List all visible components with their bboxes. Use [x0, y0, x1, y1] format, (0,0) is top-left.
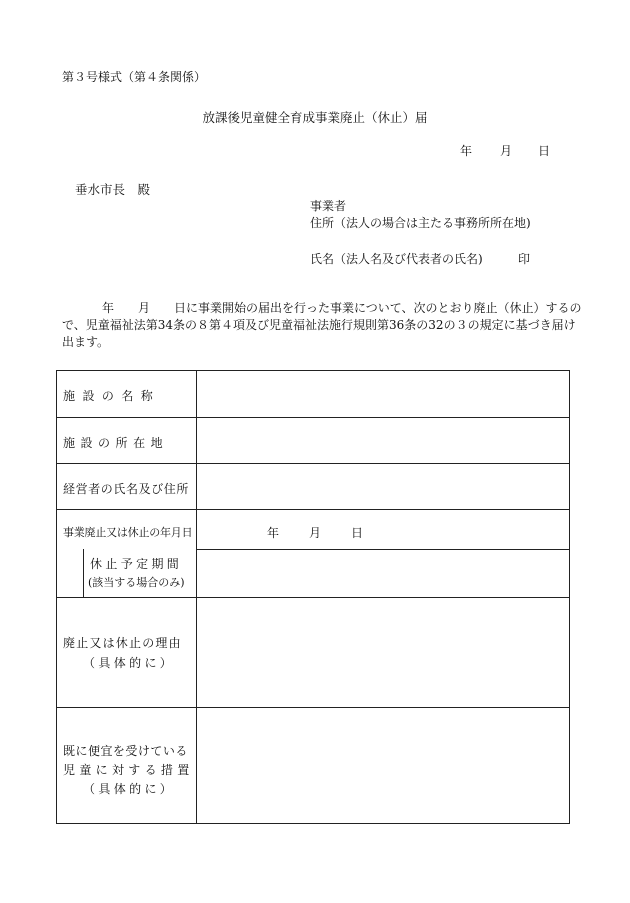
submission-date-line: [460, 142, 550, 159]
date-year-label: 年: [460, 144, 473, 158]
table-row-manager: [57, 463, 569, 510]
operator-label: 事業者: [310, 199, 347, 213]
label-cell: [57, 464, 197, 510]
document-title: 放課後児童健全育成事業廃止（休止）届: [202, 110, 428, 125]
label-cell: [83, 549, 197, 597]
reason-field[interactable]: [197, 598, 569, 708]
body-paragraph: 年 月 日に事業開始の届出を行った事業について、次のとおり廃止（休止）するので、児童福祉法第34条の８第４項及び児童福祉法施行規則第36条の32の３の規定に基づき届け出ます。: [62, 301, 582, 349]
measures-label-line2: 児童に対する措置: [63, 763, 194, 777]
label-cell: [57, 418, 197, 464]
measures-label-line1: 既に便宜を受けている: [63, 744, 188, 758]
name-label: 氏名（法人名及び代表者の氏名): [310, 252, 483, 266]
table-row-reason: [57, 597, 569, 708]
facility-location-label: 施設の所在地: [63, 436, 169, 450]
measures-field[interactable]: [197, 708, 569, 824]
table-row-closure-date: [57, 509, 569, 550]
table-row-facility-location: [57, 417, 569, 464]
facility-name-field[interactable]: [197, 371, 569, 417]
form-number: 第３号様式（第４条関係）: [62, 70, 207, 84]
closure-year-label: 年: [267, 526, 280, 540]
reason-specific-label: （具体的に）: [83, 656, 176, 670]
facility-name-label: 施設の名称: [63, 389, 161, 403]
suspension-period-field[interactable]: [197, 549, 569, 598]
address-label: 住所（法人の場合は主たる事務所所在地): [310, 216, 531, 230]
label-cell: [57, 510, 197, 550]
date-month-label: 月: [500, 144, 513, 158]
measures-specific-label: （具体的に）: [83, 782, 176, 796]
table-row-suspension-period: [57, 549, 569, 597]
closure-day-label: 日: [351, 526, 364, 540]
manager-field[interactable]: [197, 464, 569, 510]
closure-date-field[interactable]: [197, 510, 569, 550]
facility-location-field[interactable]: [197, 418, 569, 464]
label-cell: [57, 598, 197, 708]
addressee: 垂水市長 殿: [75, 182, 151, 197]
label-cell: [57, 371, 197, 417]
suspension-period-label: 休止予定期間: [90, 557, 183, 571]
date-day-label: 日: [538, 144, 551, 158]
closure-date-label: 事業廃止又は休止の年月日: [63, 526, 193, 539]
closure-month-label: 月: [309, 526, 322, 540]
reason-label: 廃止又は休止の理由: [63, 636, 182, 650]
manager-label: 経営者の氏名及び住所: [63, 482, 190, 496]
label-cell: [57, 708, 197, 824]
suspension-note-label: (該当する場合のみ): [88, 576, 185, 589]
notification-form-table: [56, 370, 570, 824]
table-row-facility-name: [57, 371, 569, 417]
table-row-measures: [57, 707, 569, 824]
seal-mark: 印: [518, 252, 531, 266]
